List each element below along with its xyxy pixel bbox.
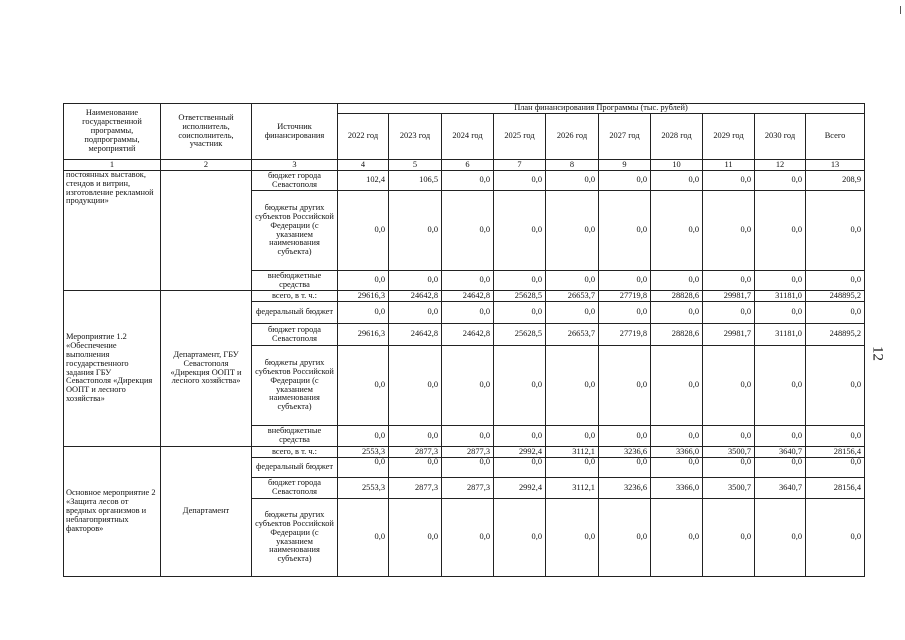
value-cell: 3500,7 [703, 478, 755, 499]
value-cell: 3112,1 [546, 478, 599, 499]
value-cell: 0,0 [703, 302, 755, 324]
value-cell: 28828,6 [651, 324, 703, 346]
value-cell: 28156,4 [806, 447, 865, 458]
value-cell: 0,0 [389, 191, 442, 271]
value-cell: 0,0 [755, 346, 806, 426]
value-cell: 0,0 [442, 302, 494, 324]
header-year: 2029 год [703, 114, 755, 160]
value-cell: 31181,0 [755, 324, 806, 346]
column-index: 10 [651, 160, 703, 171]
value-cell: 3366,0 [651, 447, 703, 458]
table-row [64, 291, 865, 302]
column-index: 11 [703, 160, 755, 171]
executor-cell: Департамент, ГБУ Севастополя «Дирекция ООПТ и лесного хозяйства» [161, 291, 252, 447]
value-cell: 0,0 [338, 346, 389, 426]
value-cell: 0,0 [442, 346, 494, 426]
value-cell: 0,0 [546, 458, 599, 478]
activity-name: Основное мероприятие 2 «Защита лесов от вредных организмов и неблагоприятных факторов» [64, 447, 161, 577]
page-edge-mark [900, 6, 901, 14]
value-cell: 3500,7 [703, 447, 755, 458]
value-cell: 0,0 [338, 458, 389, 478]
table-row [64, 447, 865, 458]
value-cell: 25628,5 [494, 324, 546, 346]
value-cell: 0,0 [599, 302, 651, 324]
value-cell: 27719,8 [599, 291, 651, 302]
financing-table [63, 103, 865, 577]
header-executor: Ответственный исполнитель, соисполнитель, участник [161, 104, 252, 160]
value-cell: 31181,0 [755, 291, 806, 302]
value-cell: 0,0 [494, 271, 546, 291]
value-cell: 0,0 [442, 458, 494, 478]
value-cell: 27719,8 [599, 324, 651, 346]
value-cell: 0,0 [338, 271, 389, 291]
column-index: 12 [755, 160, 806, 171]
source-cell: федеральный бюджет [252, 302, 338, 324]
value-cell: 0,0 [806, 426, 865, 447]
value-cell: 0,0 [651, 302, 703, 324]
value-cell: 0,0 [546, 302, 599, 324]
value-cell: 0,0 [755, 458, 806, 478]
value-cell: 0,0 [755, 191, 806, 271]
value-cell: 0,0 [546, 426, 599, 447]
value-cell: 0,0 [755, 271, 806, 291]
value-cell: 0,0 [546, 191, 599, 271]
value-cell: 0,0 [442, 426, 494, 447]
column-index: 1 [64, 160, 161, 171]
page-number: 12 [869, 346, 886, 361]
value-cell: 0,0 [494, 346, 546, 426]
value-cell: 0,0 [546, 271, 599, 291]
source-cell: бюджеты других субъектов Российской Федерации (с указанием наименования субъекта) [252, 499, 338, 577]
value-cell: 0,0 [389, 346, 442, 426]
value-cell: 2877,3 [442, 447, 494, 458]
value-cell: 0,0 [494, 426, 546, 447]
value-cell: 0,0 [546, 346, 599, 426]
value-cell: 0,0 [599, 191, 651, 271]
value-cell: 0,0 [703, 346, 755, 426]
column-index: 9 [599, 160, 651, 171]
value-cell: 0,0 [651, 458, 703, 478]
value-cell: 0,0 [389, 302, 442, 324]
activity-name: Мероприятие 1.2 «Обеспечение выполнения государственного задания ГБУ Севастополя «Дирекция ООПТ и лесного хозяйства» [64, 291, 161, 447]
header-year: 2026 год [546, 114, 599, 160]
value-cell: 3236,6 [599, 447, 651, 458]
value-cell: 0,0 [651, 499, 703, 577]
header-total: Всего [806, 114, 865, 160]
value-cell: 208,9 [806, 171, 865, 191]
value-cell: 29981,7 [703, 291, 755, 302]
executor-cell [161, 171, 252, 291]
value-cell: 0,0 [389, 271, 442, 291]
source-cell: бюджет города Севастополя [252, 478, 338, 499]
value-cell: 0,0 [599, 458, 651, 478]
header-year: 2023 год [389, 114, 442, 160]
value-cell: 0,0 [755, 302, 806, 324]
value-cell: 2992,4 [494, 478, 546, 499]
source-cell: внебюджетные средства [252, 271, 338, 291]
value-cell: 2992,4 [494, 447, 546, 458]
value-cell: 26653,7 [546, 291, 599, 302]
value-cell: 24642,8 [389, 324, 442, 346]
column-index: 5 [389, 160, 442, 171]
value-cell: 24642,8 [442, 324, 494, 346]
value-cell: 0,0 [806, 458, 865, 478]
value-cell: 0,0 [599, 499, 651, 577]
value-cell: 2877,3 [442, 478, 494, 499]
header-year: 2028 год [651, 114, 703, 160]
source-cell: внебюджетные средства [252, 426, 338, 447]
value-cell: 0,0 [703, 271, 755, 291]
header-source: Источник финансирования [252, 104, 338, 160]
value-cell: 0,0 [338, 426, 389, 447]
value-cell: 0,0 [651, 346, 703, 426]
value-cell: 26653,7 [546, 324, 599, 346]
header-name: Наименование государственной программы, подпрограммы, мероприятий [64, 104, 161, 160]
value-cell: 0,0 [389, 458, 442, 478]
value-cell: 0,0 [442, 171, 494, 191]
value-cell: 0,0 [494, 171, 546, 191]
value-cell: 248895,2 [806, 324, 865, 346]
source-cell: всего, в т. ч.: [252, 291, 338, 302]
column-index: 8 [546, 160, 599, 171]
column-index: 2 [161, 160, 252, 171]
value-cell: 2553,3 [338, 478, 389, 499]
value-cell: 0,0 [389, 426, 442, 447]
value-cell: 0,0 [546, 499, 599, 577]
value-cell: 0,0 [599, 271, 651, 291]
header-year: 2022 год [338, 114, 389, 160]
value-cell: 0,0 [703, 499, 755, 577]
source-cell: бюджет города Севастополя [252, 171, 338, 191]
value-cell: 2553,3 [338, 447, 389, 458]
value-cell: 0,0 [651, 191, 703, 271]
value-cell: 0,0 [651, 426, 703, 447]
value-cell: 29616,3 [338, 324, 389, 346]
column-index: 7 [494, 160, 546, 171]
column-index: 6 [442, 160, 494, 171]
header-year: 2027 год [599, 114, 651, 160]
source-cell: бюджеты других субъектов Российской Федерации (с указанием наименования субъекта) [252, 346, 338, 426]
value-cell: 3112,1 [546, 447, 599, 458]
value-cell: 106,5 [389, 171, 442, 191]
header-plan: План финансирования Программы (тыс. рублей) [338, 104, 865, 114]
value-cell: 0,0 [806, 302, 865, 324]
value-cell: 0,0 [546, 171, 599, 191]
value-cell: 28156,4 [806, 478, 865, 499]
value-cell: 248895,2 [806, 291, 865, 302]
value-cell: 0,0 [651, 171, 703, 191]
column-index: 4 [338, 160, 389, 171]
value-cell: 0,0 [703, 191, 755, 271]
value-cell: 0,0 [442, 191, 494, 271]
header-year: 2030 год [755, 114, 806, 160]
value-cell: 0,0 [494, 302, 546, 324]
value-cell: 3366,0 [651, 478, 703, 499]
value-cell: 3236,6 [599, 478, 651, 499]
column-index: 13 [806, 160, 865, 171]
value-cell: 0,0 [755, 171, 806, 191]
value-cell: 0,0 [806, 346, 865, 426]
value-cell: 0,0 [338, 302, 389, 324]
value-cell: 0,0 [651, 271, 703, 291]
value-cell: 3640,7 [755, 447, 806, 458]
source-cell: бюджеты других субъектов Российской Федерации (с указанием наименования субъекта) [252, 191, 338, 271]
value-cell: 0,0 [755, 426, 806, 447]
value-cell: 25628,5 [494, 291, 546, 302]
source-cell: федеральный бюджет [252, 458, 338, 478]
value-cell: 102,4 [338, 171, 389, 191]
value-cell: 28828,6 [651, 291, 703, 302]
source-cell: бюджет города Севастополя [252, 324, 338, 346]
value-cell: 24642,8 [442, 291, 494, 302]
executor-cell: Департамент [161, 447, 252, 577]
value-cell: 2877,3 [389, 478, 442, 499]
value-cell: 0,0 [703, 426, 755, 447]
source-cell: всего, в т. ч.: [252, 447, 338, 458]
value-cell: 24642,8 [389, 291, 442, 302]
value-cell: 0,0 [599, 346, 651, 426]
value-cell: 0,0 [338, 191, 389, 271]
value-cell: 0,0 [806, 271, 865, 291]
value-cell: 0,0 [338, 499, 389, 577]
header-year: 2025 год [494, 114, 546, 160]
activity-name: постоянных выставок, стендов и витрин, изготовление рекламной продукции» [64, 171, 161, 291]
value-cell: 3640,7 [755, 478, 806, 499]
value-cell: 29616,3 [338, 291, 389, 302]
value-cell: 29981,7 [703, 324, 755, 346]
value-cell: 0,0 [494, 458, 546, 478]
value-cell: 2877,3 [389, 447, 442, 458]
table-row [64, 171, 865, 191]
value-cell: 0,0 [703, 171, 755, 191]
value-cell: 0,0 [442, 271, 494, 291]
value-cell: 0,0 [494, 499, 546, 577]
value-cell: 0,0 [494, 191, 546, 271]
value-cell: 0,0 [599, 426, 651, 447]
column-index: 3 [252, 160, 338, 171]
value-cell: 0,0 [806, 191, 865, 271]
header-year: 2024 год [442, 114, 494, 160]
value-cell: 0,0 [599, 171, 651, 191]
value-cell: 0,0 [703, 458, 755, 478]
value-cell: 0,0 [389, 499, 442, 577]
value-cell: 0,0 [442, 499, 494, 577]
value-cell: 0,0 [755, 499, 806, 577]
value-cell: 0,0 [806, 499, 865, 577]
